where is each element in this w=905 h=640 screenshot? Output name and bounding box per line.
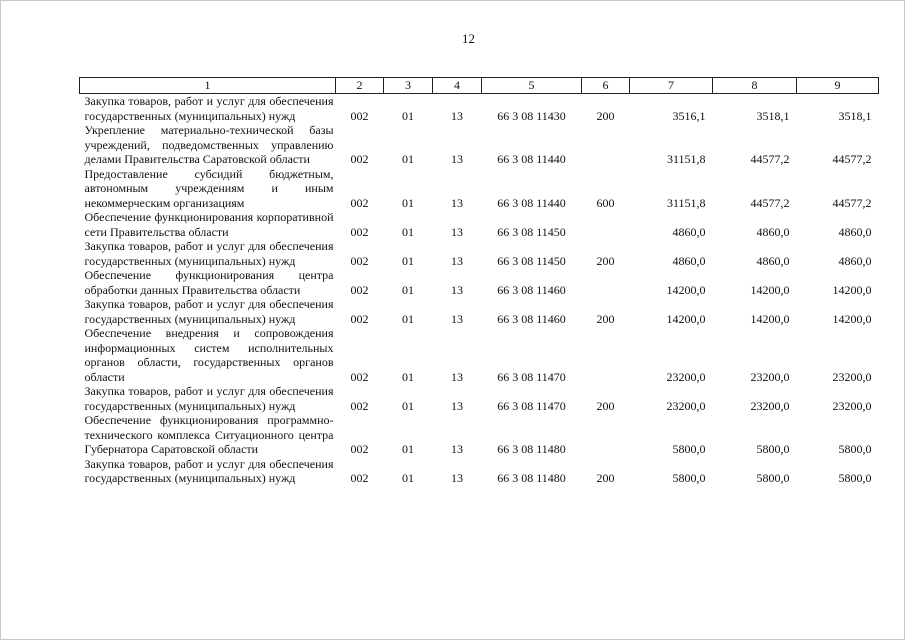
row-code-expense-type: 600 (596, 195, 615, 210)
row-code-section: 01 (402, 195, 414, 210)
row-description: Предоставление субсидий бюджетным, автономным учреждениям и иным некоммерческим организациям (84, 166, 334, 210)
row-code-expense-type (582, 268, 630, 297)
table-row (80, 297, 879, 326)
row-amount-col7: 14200,0 (666, 282, 706, 297)
row-code-target: 66 3 08 11470 (497, 398, 566, 413)
row-description: Закупка товаров, работ и услуг для обеспечения государственных (муниципальных) нужд (84, 456, 334, 485)
row-code-expense-type: 200 (596, 253, 615, 268)
row-amount-col8: 44577,2 (750, 152, 790, 166)
row-code-admin: 002 (350, 471, 369, 485)
row-code-admin: 002 (350, 253, 369, 268)
row-code-subsection: 13 (451, 311, 463, 326)
row-code-section: 01 (402, 282, 414, 297)
table-row (80, 268, 879, 297)
row-code-section: 01 (402, 442, 414, 456)
row-amount-col7: 4860,0 (672, 224, 706, 239)
row-amount-col8: 5800,0 (756, 442, 790, 456)
table-row (80, 384, 879, 413)
row-code-section: 01 (402, 471, 414, 485)
row-amount-col9: 4860,0 (838, 253, 872, 268)
row-amount-col7: 31151,8 (666, 152, 706, 166)
page-number: 12 (462, 31, 475, 46)
row-code-admin: 002 (350, 108, 369, 123)
row-code-section: 01 (402, 369, 414, 384)
table-row (80, 239, 879, 268)
row-code-expense-type: 200 (596, 311, 615, 326)
row-amount-col9: 5800,0 (838, 471, 872, 485)
row-code-expense-type: 200 (596, 398, 615, 413)
row-code-subsection: 13 (451, 442, 463, 456)
table-row (80, 123, 879, 167)
row-amount-col9: 3518,1 (838, 108, 872, 123)
row-code-admin: 002 (350, 152, 369, 166)
row-code-target: 66 3 08 11440 (497, 195, 566, 210)
row-code-admin: 002 (350, 195, 369, 210)
row-description: Закупка товаров, работ и услуг для обеспечения государственных (муниципальных) нужд (84, 239, 334, 268)
table-row (80, 413, 879, 457)
row-amount-col7: 14200,0 (666, 311, 706, 326)
row-code-admin: 002 (350, 398, 369, 413)
row-amount-col7: 4860,0 (672, 253, 706, 268)
row-code-target: 66 3 08 11450 (497, 224, 566, 239)
row-code-expense-type (582, 326, 630, 384)
row-code-target: 66 3 08 11440 (497, 152, 566, 166)
table-row (80, 167, 879, 211)
row-code-section: 01 (402, 224, 414, 239)
row-amount-col7: 31151,8 (666, 195, 706, 210)
column-header-7: 7 (630, 78, 713, 94)
row-amount-col7: 5800,0 (672, 471, 706, 485)
row-code-section: 01 (402, 311, 414, 326)
row-description: Укрепление материально-технической базы учреждений, подведомственных управлению делами Правительства Саратовской области (84, 123, 334, 166)
row-amount-col9: 44577,2 (832, 195, 872, 210)
row-code-subsection: 13 (451, 152, 463, 166)
row-amount-col9: 5800,0 (838, 442, 872, 456)
row-code-admin: 002 (350, 282, 369, 297)
row-amount-col7: 23200,0 (666, 369, 706, 384)
row-description: Обеспечение функционирования корпоративной сети Правительства области (84, 210, 334, 239)
row-description: Обеспечение функционирования программно-технического комплекса Ситуационного центра Губернатора Саратовской области (84, 413, 334, 456)
row-amount-col9: 23200,0 (832, 398, 872, 413)
table-header-row (80, 78, 879, 94)
column-header-6: 6 (582, 78, 630, 94)
row-description: Закупка товаров, работ и услуг для обеспечения государственных (муниципальных) нужд (84, 94, 334, 123)
row-code-subsection: 13 (451, 108, 463, 123)
row-code-target: 66 3 08 11470 (497, 369, 566, 384)
row-description: Закупка товаров, работ и услуг для обеспечения государственных (муниципальных) нужд (84, 297, 334, 326)
row-code-target: 66 3 08 11460 (497, 282, 566, 297)
row-code-admin: 002 (350, 442, 369, 456)
row-code-subsection: 13 (451, 369, 463, 384)
row-amount-col8: 23200,0 (750, 398, 790, 413)
row-code-expense-type: 200 (596, 471, 615, 485)
row-code-expense-type (582, 123, 630, 167)
row-amount-col9: 44577,2 (832, 152, 872, 166)
row-code-target: 66 3 08 11460 (497, 311, 566, 326)
column-header-5: 5 (482, 78, 582, 94)
row-amount-col9: 14200,0 (832, 282, 872, 297)
row-code-subsection: 13 (451, 195, 463, 210)
column-header-3: 3 (384, 78, 433, 94)
row-amount-col8: 5800,0 (756, 471, 790, 485)
row-code-subsection: 13 (451, 282, 463, 297)
row-code-expense-type (582, 413, 630, 457)
row-code-admin: 002 (350, 224, 369, 239)
row-amount-col8: 14200,0 (750, 282, 790, 297)
row-amount-col8: 4860,0 (756, 224, 790, 239)
row-code-section: 01 (402, 253, 414, 268)
row-code-subsection: 13 (451, 224, 463, 239)
row-amount-col7: 5800,0 (672, 442, 706, 456)
row-amount-col9: 14200,0 (832, 311, 872, 326)
row-code-admin: 002 (350, 369, 369, 384)
column-header-4: 4 (433, 78, 482, 94)
row-amount-col9: 4860,0 (838, 224, 872, 239)
row-description: Обеспечение функционирования центра обработки данных Правительства области (84, 268, 334, 297)
row-amount-col7: 23200,0 (666, 398, 706, 413)
row-code-subsection: 13 (451, 471, 463, 485)
row-code-target: 66 3 08 11430 (497, 108, 566, 123)
row-amount-col8: 4860,0 (756, 253, 790, 268)
row-amount-col8: 44577,2 (750, 195, 790, 210)
row-amount-col8: 3518,1 (756, 108, 790, 123)
budget-table (79, 77, 879, 486)
column-header-9: 9 (797, 78, 879, 94)
row-amount-col8: 23200,0 (750, 369, 790, 384)
row-code-subsection: 13 (451, 253, 463, 268)
table-row (80, 326, 879, 384)
column-header-2: 2 (336, 78, 384, 94)
table-row (80, 94, 879, 124)
row-code-section: 01 (402, 108, 414, 123)
row-description: Обеспечение внедрения и сопровождения информационных систем исполнительных органов области, государственных органов области (84, 326, 334, 384)
row-code-target: 66 3 08 11450 (497, 253, 566, 268)
row-code-expense-type: 200 (596, 108, 615, 123)
table-row (80, 457, 879, 486)
row-code-subsection: 13 (451, 398, 463, 413)
table-row (80, 210, 879, 239)
row-amount-col8: 14200,0 (750, 311, 790, 326)
row-code-section: 01 (402, 152, 414, 166)
row-code-section: 01 (402, 398, 414, 413)
row-code-target: 66 3 08 11480 (497, 471, 566, 485)
row-code-admin: 002 (350, 311, 369, 326)
row-code-expense-type (582, 210, 630, 239)
row-amount-col7: 3516,1 (672, 108, 706, 123)
row-code-target: 66 3 08 11480 (497, 442, 566, 456)
row-description: Закупка товаров, работ и услуг для обеспечения государственных (муниципальных) нужд (84, 384, 334, 413)
column-header-1: 1 (80, 78, 336, 94)
column-header-8: 8 (713, 78, 797, 94)
row-amount-col9: 23200,0 (832, 369, 872, 384)
